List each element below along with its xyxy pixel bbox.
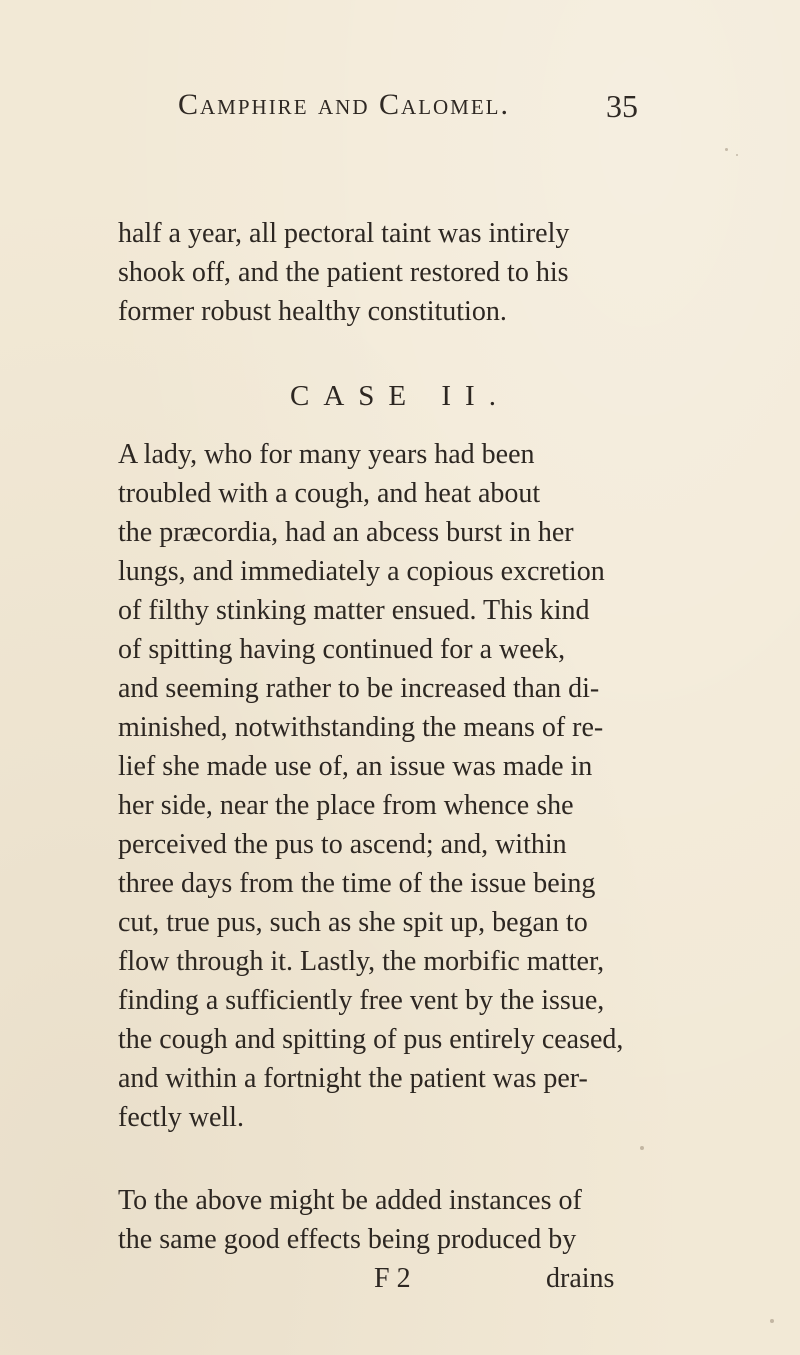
text-line-12: minished, notwithstanding the means of re- (118, 712, 604, 743)
page-number: 35 (606, 88, 638, 124)
text-line-13: lief she made use of, an issue was made in (118, 751, 593, 782)
paper-speck (725, 148, 728, 151)
running-title: Camphire and Calomel. (178, 88, 511, 121)
text-line-7: the præcordia, had an abcess burst in her (118, 517, 574, 548)
text-line-21: and within a fortnight the patient was per- (118, 1063, 588, 1094)
text-line-24: the same good effects being produced by (118, 1224, 577, 1255)
text-line-15: perceived the pus to ascend; and, within (118, 829, 567, 860)
text-line-22: fectly well. (118, 1102, 244, 1133)
paper-speck (770, 1319, 774, 1323)
text-line-3: former robust healthy constitution. (118, 296, 507, 327)
paper-speck (736, 154, 738, 156)
case-heading: CASE II. (290, 380, 510, 412)
text-line-18: flow through it. Lastly, the morbific matter, (118, 946, 605, 977)
text-line-10: of spitting having continued for a week, (118, 634, 566, 665)
text-line-1: half a year, all pectoral taint was intirely (118, 218, 570, 249)
page-header (178, 88, 638, 136)
text-line-8: lungs, and immediately a copious excretion (118, 556, 605, 587)
text-line-11: and seeming rather to be increased than di- (118, 673, 600, 704)
signature-mark: F 2 (374, 1263, 411, 1294)
text-line-23: To the above might be added instances of (118, 1185, 582, 1216)
catchword: drains (546, 1263, 615, 1294)
text-line-14: her side, near the place from whence she (118, 790, 574, 821)
text-line-5: A lady, who for many years had been (118, 439, 535, 470)
text-line-9: of filthy stinking matter ensued. This kind (118, 595, 590, 626)
text-line-6: troubled with a cough, and heat about (118, 478, 541, 509)
text-line-16: three days from the time of the issue being (118, 868, 596, 899)
text-line-19: finding a sufficiently free vent by the issue, (118, 985, 605, 1016)
text-line-20: the cough and spitting of pus entirely ceased, (118, 1024, 624, 1055)
text-line-17: cut, true pus, such as she spit up, began to (118, 907, 588, 938)
paper-speck (640, 1146, 644, 1150)
text-line-2: shook off, and the patient restored to his (118, 257, 569, 288)
